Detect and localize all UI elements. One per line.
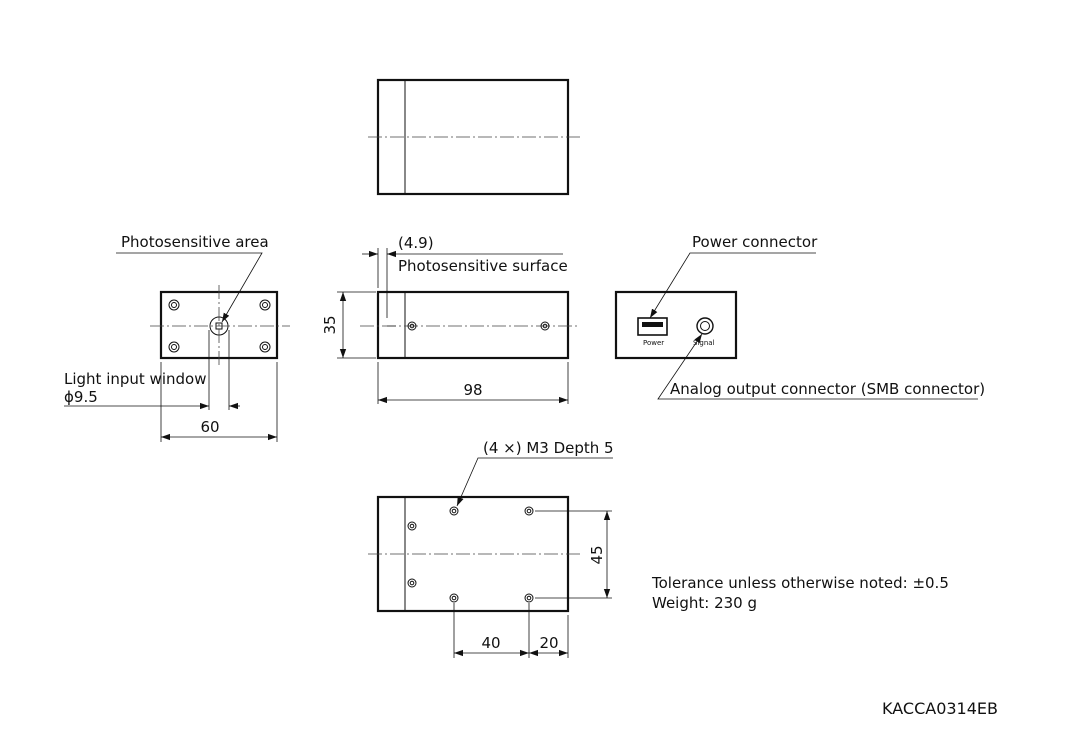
dim-pitch-40: 40 xyxy=(481,634,501,652)
rear-view xyxy=(616,253,978,399)
drawing-code: KACCA0314EB xyxy=(882,699,998,718)
photosensitive-area-label: Photosensitive area xyxy=(121,233,269,251)
weight-note: Weight: 230 g xyxy=(652,594,757,612)
power-connector-label: Power connector xyxy=(692,233,818,251)
top-view xyxy=(368,80,580,194)
dim-length-98: 98 xyxy=(463,381,483,399)
light-input-window-label: Light input window xyxy=(64,370,207,388)
photosensitive-surface-label: Photosensitive surface xyxy=(398,257,568,275)
dim-height-35: 35 xyxy=(321,315,339,335)
dim-offset-20: 20 xyxy=(539,634,559,652)
side-screw-icon xyxy=(408,522,416,587)
analog-output-label: Analog output connector (SMB connector) xyxy=(670,380,986,398)
signal-port-label: Signal xyxy=(693,339,715,347)
dim-width-60: 60 xyxy=(200,418,220,436)
mounting-hole-icon xyxy=(450,507,533,602)
dim-pitch-45: 45 xyxy=(588,545,606,565)
power-port-label: Power xyxy=(643,339,665,347)
smb-connector-icon xyxy=(697,318,713,334)
usb-port-icon xyxy=(638,318,667,335)
offset-label: (4.9) xyxy=(398,234,434,252)
front-view xyxy=(64,253,290,442)
window-diameter-label: ϕ9.5 xyxy=(64,388,98,406)
holes-label: (4 ×) M3 Depth 5 xyxy=(483,439,614,457)
tolerance-note: Tolerance unless otherwise noted: ±0.5 xyxy=(652,574,949,592)
bottom-view xyxy=(368,458,613,658)
